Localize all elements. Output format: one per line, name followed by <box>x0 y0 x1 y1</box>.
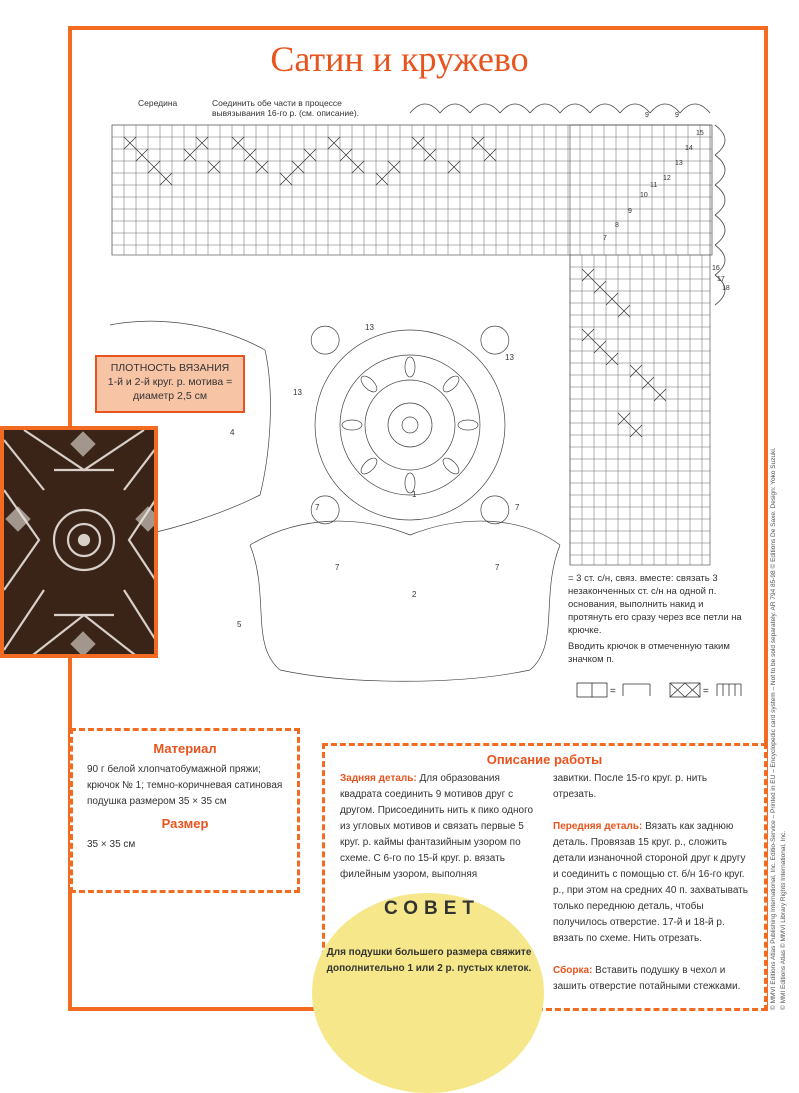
size-text: 35 × 35 см <box>87 839 136 850</box>
row-number: 7 <box>603 235 607 242</box>
density-box <box>95 355 245 413</box>
lace-photo-image <box>4 430 158 658</box>
round-number: 13 <box>293 388 302 397</box>
legend-symbols <box>575 680 755 700</box>
round-number: 7 <box>335 563 340 572</box>
copyright-line-1: © MMVI Editions Atlas Publishing International, Inc. Editio-Service – Printed in EU – Encyclopedic card system – Not to be sold separately. AR 794 85-98 © Editions De Saxe. Design: Yoko Suzuki. <box>770 447 777 1010</box>
row-number: 12 <box>663 175 671 182</box>
motif-number: 2 <box>412 590 417 599</box>
legend-item-2 <box>568 640 750 666</box>
material-box <box>70 728 300 893</box>
round-number: 7 <box>495 563 500 572</box>
density-heading: ПЛОТНОСТЬ ВЯЗАНИЯ <box>110 362 230 374</box>
svg-text:=: = <box>610 686 616 697</box>
row-number: 16 <box>712 265 720 272</box>
size-heading: Размер <box>161 816 209 831</box>
round-number: 13 <box>505 353 514 362</box>
row-number: 14 <box>685 145 693 152</box>
copyright-line-2: © MMI Editions Atlas © MMVI Library Rights International, Inc. <box>780 830 787 1010</box>
row-number: 13 <box>675 160 683 167</box>
material-text: 90 г белой хлопчатобумажной пряжи; крючок № 1; темно-коричневая сатиновая подушка размером 35 × 35 см <box>87 764 283 807</box>
row-number: 10 <box>640 192 648 199</box>
legend-text-2: Вводить крючок в отмеченную таким значком п. <box>568 641 730 665</box>
motif-number: 1 <box>412 490 417 499</box>
work-heading: Описание работы <box>486 752 603 767</box>
motif-number: 5 <box>237 620 242 629</box>
lace-photo <box>0 426 158 658</box>
page-title: Сатин и кружево <box>270 39 529 79</box>
row-number: 9 <box>645 112 649 119</box>
back-label: Задняя деталь: <box>340 773 417 784</box>
row-number: 9 <box>675 112 679 119</box>
row-number: 17 <box>717 276 725 283</box>
work-col-left <box>340 771 536 883</box>
chart-note-join: Соединить обе части в процессе вывязывания 16-го р. (см. описание). <box>212 98 360 118</box>
front-text: Вязать как заднюю деталь. Провязав 15 круг. р., сложить детали изнаночной стороной друг к другу и соединить с помощью ст. б/н 16-го круг. р., при этом на средних 40 п. захватывать только переднюю деталь, чтобы получилось отверстие. 17-й и 18-й р. вязать по схеме. Нить отрезать. <box>553 821 748 944</box>
legend-item-1 <box>568 572 750 637</box>
row-number: 9 <box>628 208 632 215</box>
svg-text:=: = <box>703 686 709 697</box>
sovet-title: СОВЕТ <box>383 898 481 919</box>
motif-lower <box>250 521 560 681</box>
sovet-circle <box>312 893 544 1093</box>
row-number: 8 <box>615 222 619 229</box>
assembly-label: Сборка: <box>553 965 593 976</box>
motif-center <box>315 330 505 520</box>
row-number: 18 <box>722 285 730 292</box>
motif-number: 4 <box>230 428 235 437</box>
assembly-text: Вставить подушку в чехол и зашить отверстие потайными стежками. <box>553 965 741 992</box>
legend-text-1: = 3 ст. с/н, связ. вместе: связать 3 незаконченных ст. с/н на одной п. основания, выполнить накид и протянуть его сразу через все петли на крючке. <box>568 573 742 636</box>
work-col-right <box>553 771 753 995</box>
row-number: 15 <box>696 130 704 137</box>
material-heading: Материал <box>153 741 217 756</box>
row-number: 11 <box>650 182 658 189</box>
back-cont: завитки. После 15-го круг. р. нить отрезать. <box>553 773 708 800</box>
round-number: 7 <box>515 503 520 512</box>
copyright-vertical-2 <box>780 40 799 1010</box>
front-label: Передняя деталь: <box>553 821 643 832</box>
round-number: 7 <box>315 503 320 512</box>
back-text: Для образования квадрата соединить 9 мотивов друг с другом. Присоединить нить к пико одного из угловых мотивов и связать первые 5 круг. р. каймы фантазийным узором по схеме. С 6-го по 15-й круг. р. вязать филейным узором, выполняя <box>340 773 534 880</box>
density-line1: 1-й и 2-й круг. р. мотива = <box>107 376 233 388</box>
chart-note-middle: Середина <box>138 98 178 108</box>
density-line2: диаметр 2,5 см <box>132 390 208 402</box>
round-number: 13 <box>365 323 374 332</box>
sovet-text: Для подушки большего размера свяжите дополнительно 1 или 2 р. пустых клеток. <box>326 947 532 974</box>
